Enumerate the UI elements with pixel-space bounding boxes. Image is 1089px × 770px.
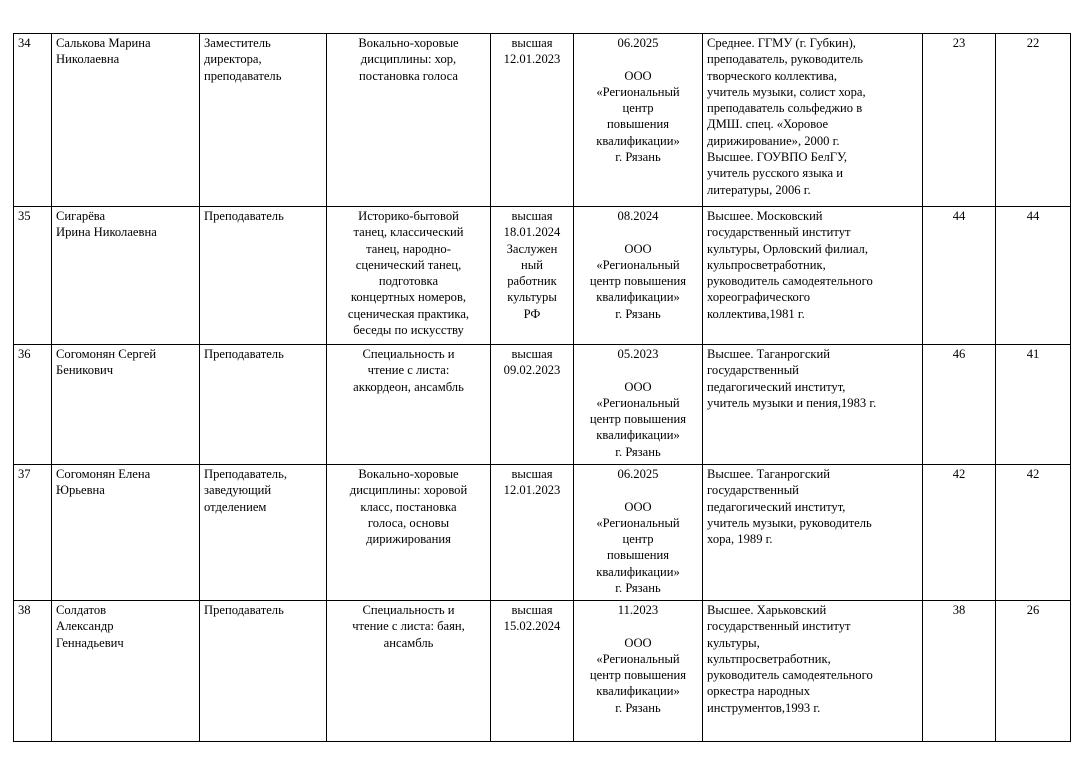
position: Преподаватель (200, 345, 327, 465)
education: Высшее. Харьковский государственный институт культуры, культпросветработник, руководитель самодеятельного оркестра народных инструментов,1993 г. (703, 601, 923, 742)
qualification-category: высшая 15.02.2024 (491, 601, 574, 742)
position: Заместитель директора, преподаватель (200, 34, 327, 207)
total-experience: 42 (923, 465, 996, 601)
row-number: 34 (14, 34, 52, 207)
row-number: 37 (14, 465, 52, 601)
table-row (14, 465, 1071, 601)
advanced-training: 06.2025 ООО «Региональный центр повышения квалификации» г. Рязань (574, 34, 703, 207)
advanced-training: 11.2023 ООО «Региональный центр повышения квалификации» г. Рязань (574, 601, 703, 742)
specialty-experience: 26 (996, 601, 1071, 742)
qualification-category: высшая 09.02.2023 (491, 345, 574, 465)
disciplines: Вокально-хоровые дисциплины: хор, постановка голоса (327, 34, 491, 207)
qualification-category: высшая 12.01.2023 (491, 34, 574, 207)
education: Высшее. Московский государственный институт культуры, Орловский филиал, кульпросветработник, руководитель самодеятельного хореографического коллектива,1981 г. (703, 207, 923, 345)
teacher-name: Салькова Марина Николаевна (52, 34, 200, 207)
education: Высшее. Таганрогский государственный педагогический институт, учитель музыки и пения,1983 г. (703, 345, 923, 465)
specialty-experience: 42 (996, 465, 1071, 601)
total-experience: 38 (923, 601, 996, 742)
education: Высшее. Таганрогский государственный педагогический институт, учитель музыки, руководитель хора, 1989 г. (703, 465, 923, 601)
row-number: 35 (14, 207, 52, 345)
teacher-name: Согомонян Сергей Беникович (52, 345, 200, 465)
advanced-training: 05.2023 ООО «Региональный центр повышения квалификации» г. Рязань (574, 345, 703, 465)
qualification-category: высшая 12.01.2023 (491, 465, 574, 601)
disciplines: Специальность и чтение с листа: аккордеон, ансамбль (327, 345, 491, 465)
total-experience: 46 (923, 345, 996, 465)
teacher-name: Солдатов Александр Геннадьевич (52, 601, 200, 742)
advanced-training: 06.2025 ООО «Региональный центр повышения квалификации» г. Рязань (574, 465, 703, 601)
disciplines: Специальность и чтение с листа: баян, ансамбль (327, 601, 491, 742)
table-row (14, 207, 1071, 345)
specialty-experience: 41 (996, 345, 1071, 465)
position: Преподаватель (200, 207, 327, 345)
position: Преподаватель (200, 601, 327, 742)
table-row (14, 601, 1071, 742)
teacher-name: Сигарёва Ирина Николаевна (52, 207, 200, 345)
staff-table (13, 33, 1071, 742)
row-number: 38 (14, 601, 52, 742)
qualification-category: высшая 18.01.2024 Заслужен ный работник культуры РФ (491, 207, 574, 345)
education: Среднее. ГГМУ (г. Губкин), преподаватель, руководитель творческого коллектива, учитель музыки, солист хора, преподаватель сольфеджио в ДМШ. спец. «Хоровое дирижирование», 2000 г. Высшее. ГОУВПО БелГУ, учитель русского языка и литературы, 2006 г. (703, 34, 923, 207)
total-experience: 44 (923, 207, 996, 345)
specialty-experience: 44 (996, 207, 1071, 345)
table-row (14, 34, 1071, 207)
disciplines: Историко-бытовой танец, классический танец, народно- сценический танец, подготовка концертных номеров, сценическая практика, беседы по искусству (327, 207, 491, 345)
disciplines: Вокально-хоровые дисциплины: хоровой класс, постановка голоса, основы дирижирования (327, 465, 491, 601)
position: Преподаватель, заведующий отделением (200, 465, 327, 601)
total-experience: 23 (923, 34, 996, 207)
specialty-experience: 22 (996, 34, 1071, 207)
table-row (14, 345, 1071, 465)
advanced-training: 08.2024 ООО «Региональный центр повышения квалификации» г. Рязань (574, 207, 703, 345)
row-number: 36 (14, 345, 52, 465)
teacher-name: Согомонян Елена Юрьевна (52, 465, 200, 601)
